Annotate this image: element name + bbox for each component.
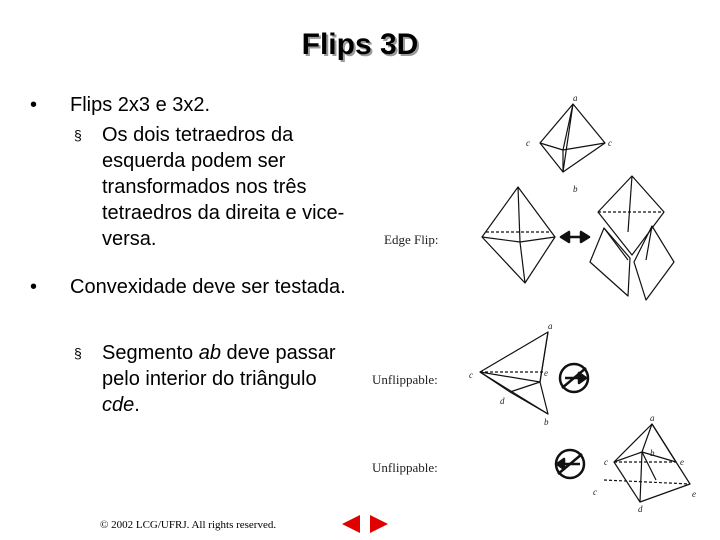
svg-text:c: c xyxy=(608,138,612,148)
bullet-marker: • xyxy=(30,94,38,116)
previous-slide-button[interactable] xyxy=(339,514,363,534)
tetra-unflippable-2 xyxy=(604,424,690,502)
sub-bullet-1-text: Os dois tetraedros da esquerda podem ser transformados nos três tetraedros da direita e vice-versa. xyxy=(102,124,345,250)
svg-text:b: b xyxy=(544,417,549,427)
unflippable-label-2: Unflippable: xyxy=(372,460,438,475)
square-bullet-icon: § xyxy=(74,127,82,143)
footer xyxy=(100,519,276,531)
flip-double-arrow xyxy=(561,232,589,242)
svg-text:a: a xyxy=(548,321,553,331)
svg-text:c: c xyxy=(593,487,597,497)
svg-text:b: b xyxy=(650,448,655,458)
svg-text:d: d xyxy=(638,504,643,514)
svg-text:c: c xyxy=(526,138,530,148)
tetra-unflippable-1 xyxy=(480,332,548,414)
tetra-three-right xyxy=(590,176,674,300)
footer-text: 2002 LCG/UFRJ. All rights reserved. xyxy=(111,519,277,531)
tetra-top-reference xyxy=(540,104,605,172)
svg-text:a: a xyxy=(650,413,655,423)
svg-text:e: e xyxy=(544,368,548,378)
vertex-labels xyxy=(469,93,696,514)
next-slide-button[interactable] xyxy=(367,514,391,534)
svg-text:d: d xyxy=(500,396,505,406)
no-flip-icon xyxy=(560,364,588,392)
bullet-marker: • xyxy=(30,276,38,298)
no-flip-icon xyxy=(556,450,584,478)
svg-text:c: c xyxy=(469,370,473,380)
svg-text:a: a xyxy=(573,93,578,103)
slide-title: Flips 3D xyxy=(301,28,419,61)
svg-text:c: c xyxy=(604,457,608,467)
copyright-icon: © xyxy=(100,519,109,531)
square-bullet-icon: § xyxy=(74,345,82,361)
sub-bullet-2-text: Segmento ab deve passar pelo interior do triângulo cde. xyxy=(102,342,336,416)
tetra-two-left xyxy=(482,187,555,283)
unflippable-label-1: Unflippable: xyxy=(372,372,438,387)
bullet-2-text: Convexidade deve ser testada. xyxy=(70,276,346,298)
edge-flip-label: Edge Flip: xyxy=(384,232,439,247)
bullet-1-text: Flips 2x3 e 3x2. xyxy=(70,94,211,116)
svg-text:e: e xyxy=(692,489,696,499)
svg-text:e: e xyxy=(680,457,684,467)
svg-text:b: b xyxy=(573,184,578,194)
